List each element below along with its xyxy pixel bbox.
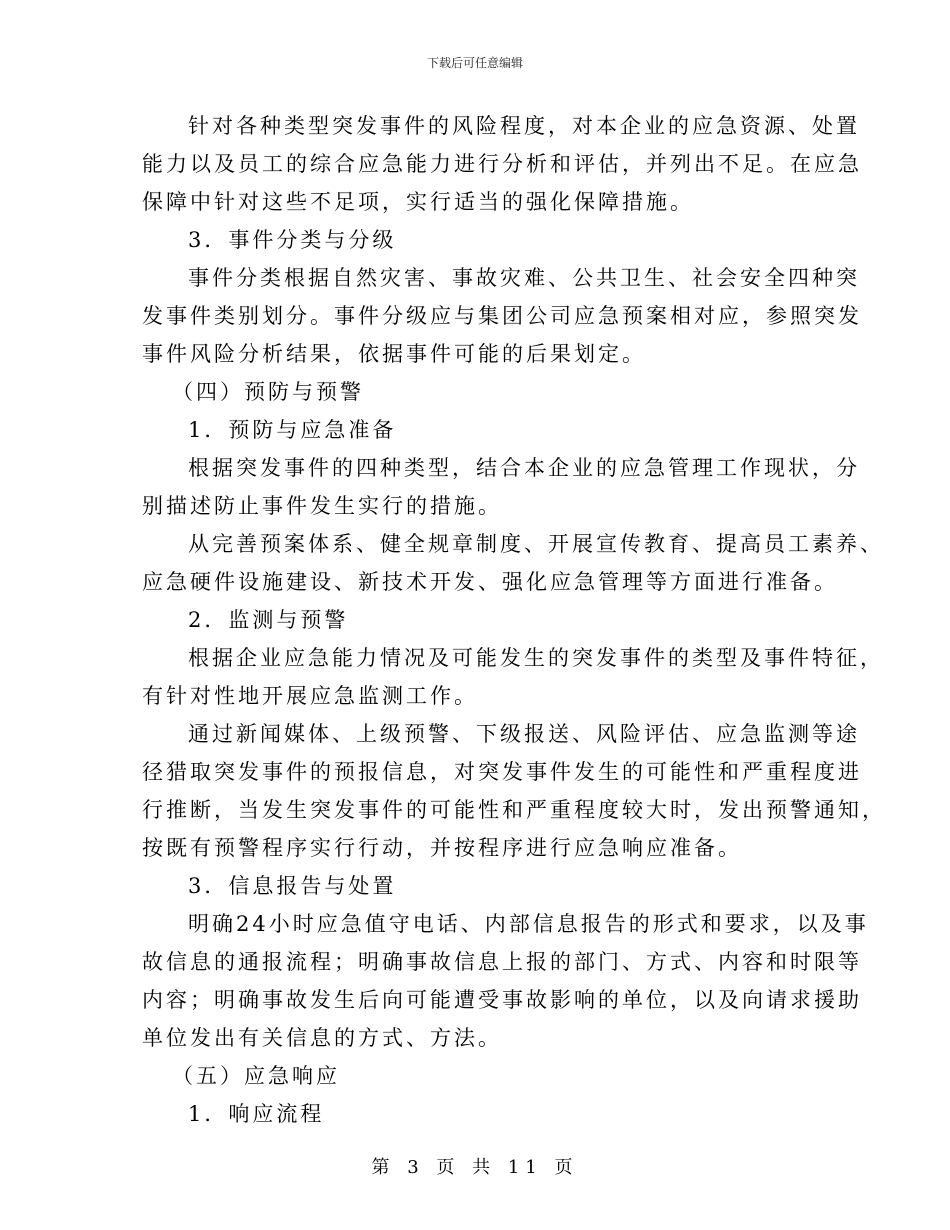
paragraph-line: 单位发出有关信息的方式、方法。 xyxy=(142,1026,502,1050)
paragraph-line: 发事件类别划分。事件分级应与集团公司应急预案相对应，参照突发 xyxy=(142,304,862,328)
paragraph-line: 事件分类根据自然灾害、事故灾难、公共卫生、社会安全四种突 xyxy=(188,266,860,290)
paragraph-line: 行推断，当发生突发事件的可能性和严重程度较大时，发出预警通知， xyxy=(142,798,886,822)
paragraph-line: 从完善预案体系、健全规章制度、开展宣传教育、提高员工素养、 xyxy=(188,532,884,556)
paragraph-line: 保障中针对这些不足项，实行适当的强化保障措施。 xyxy=(142,190,694,214)
paragraph-line: 内容；明确事故发生后向可能遭受事故影响的单位，以及向请求援助 xyxy=(142,988,862,1012)
paragraph-line: 明确24小时应急值守电话、内部信息报告的形式和要求，以及事 xyxy=(188,912,869,936)
page-header: 下载后可任意编辑 xyxy=(426,56,523,70)
paragraph-line: 故信息的通报流程；明确事故信息上报的部门、方式、内容和时限等 xyxy=(142,950,862,974)
section-heading: 1．响应流程 xyxy=(188,1102,325,1126)
paragraph-line: 应急硬件设施建设、新技术开发、强化应急管理等方面进行准备。 xyxy=(142,570,838,594)
paragraph-line: 径猎取突发事件的预报信息，对突发事件发生的可能性和严重程度进 xyxy=(142,760,862,784)
section-heading: 3．信息报告与处置 xyxy=(188,874,397,898)
paragraph-line: 别描述防止事件发生实行的措施。 xyxy=(142,494,502,518)
paragraph-line: 通过新闻媒体、上级预警、下级报送、风险评估、应急监测等途 xyxy=(188,722,860,746)
paragraph-line: 根据企业应急能力情况及可能发生的突发事件的类型及事件特征， xyxy=(188,646,884,670)
paragraph-line: 按既有预警程序实行行动，并按程序进行应急响应准备。 xyxy=(142,836,742,860)
section-heading: 3．事件分类与分级 xyxy=(188,228,397,252)
section-heading: 2．监测与预警 xyxy=(188,608,349,632)
paragraph-line: 有针对性地开展应急监测工作。 xyxy=(142,684,478,708)
chapter-heading: （四）预防与预警 xyxy=(172,380,364,404)
paragraph-line: 根据突发事件的四种类型，结合本企业的应急管理工作现状，分 xyxy=(188,456,860,480)
paragraph-line: 能力以及员工的综合应急能力进行分析和评估，并列出不足。在应急 xyxy=(142,152,862,176)
paragraph-line: 针对各种类型突发事件的风险程度，对本企业的应急资源、处置 xyxy=(188,114,860,138)
paragraph-line: 事件风险分析结果，依据事件可能的后果划定。 xyxy=(142,342,646,366)
document-body xyxy=(142,107,886,1133)
chapter-heading: （五）应急响应 xyxy=(172,1064,340,1088)
section-heading: 1．预防与应急准备 xyxy=(188,418,397,442)
page-number: 第 3 页 共 11 页 xyxy=(371,1157,579,1178)
